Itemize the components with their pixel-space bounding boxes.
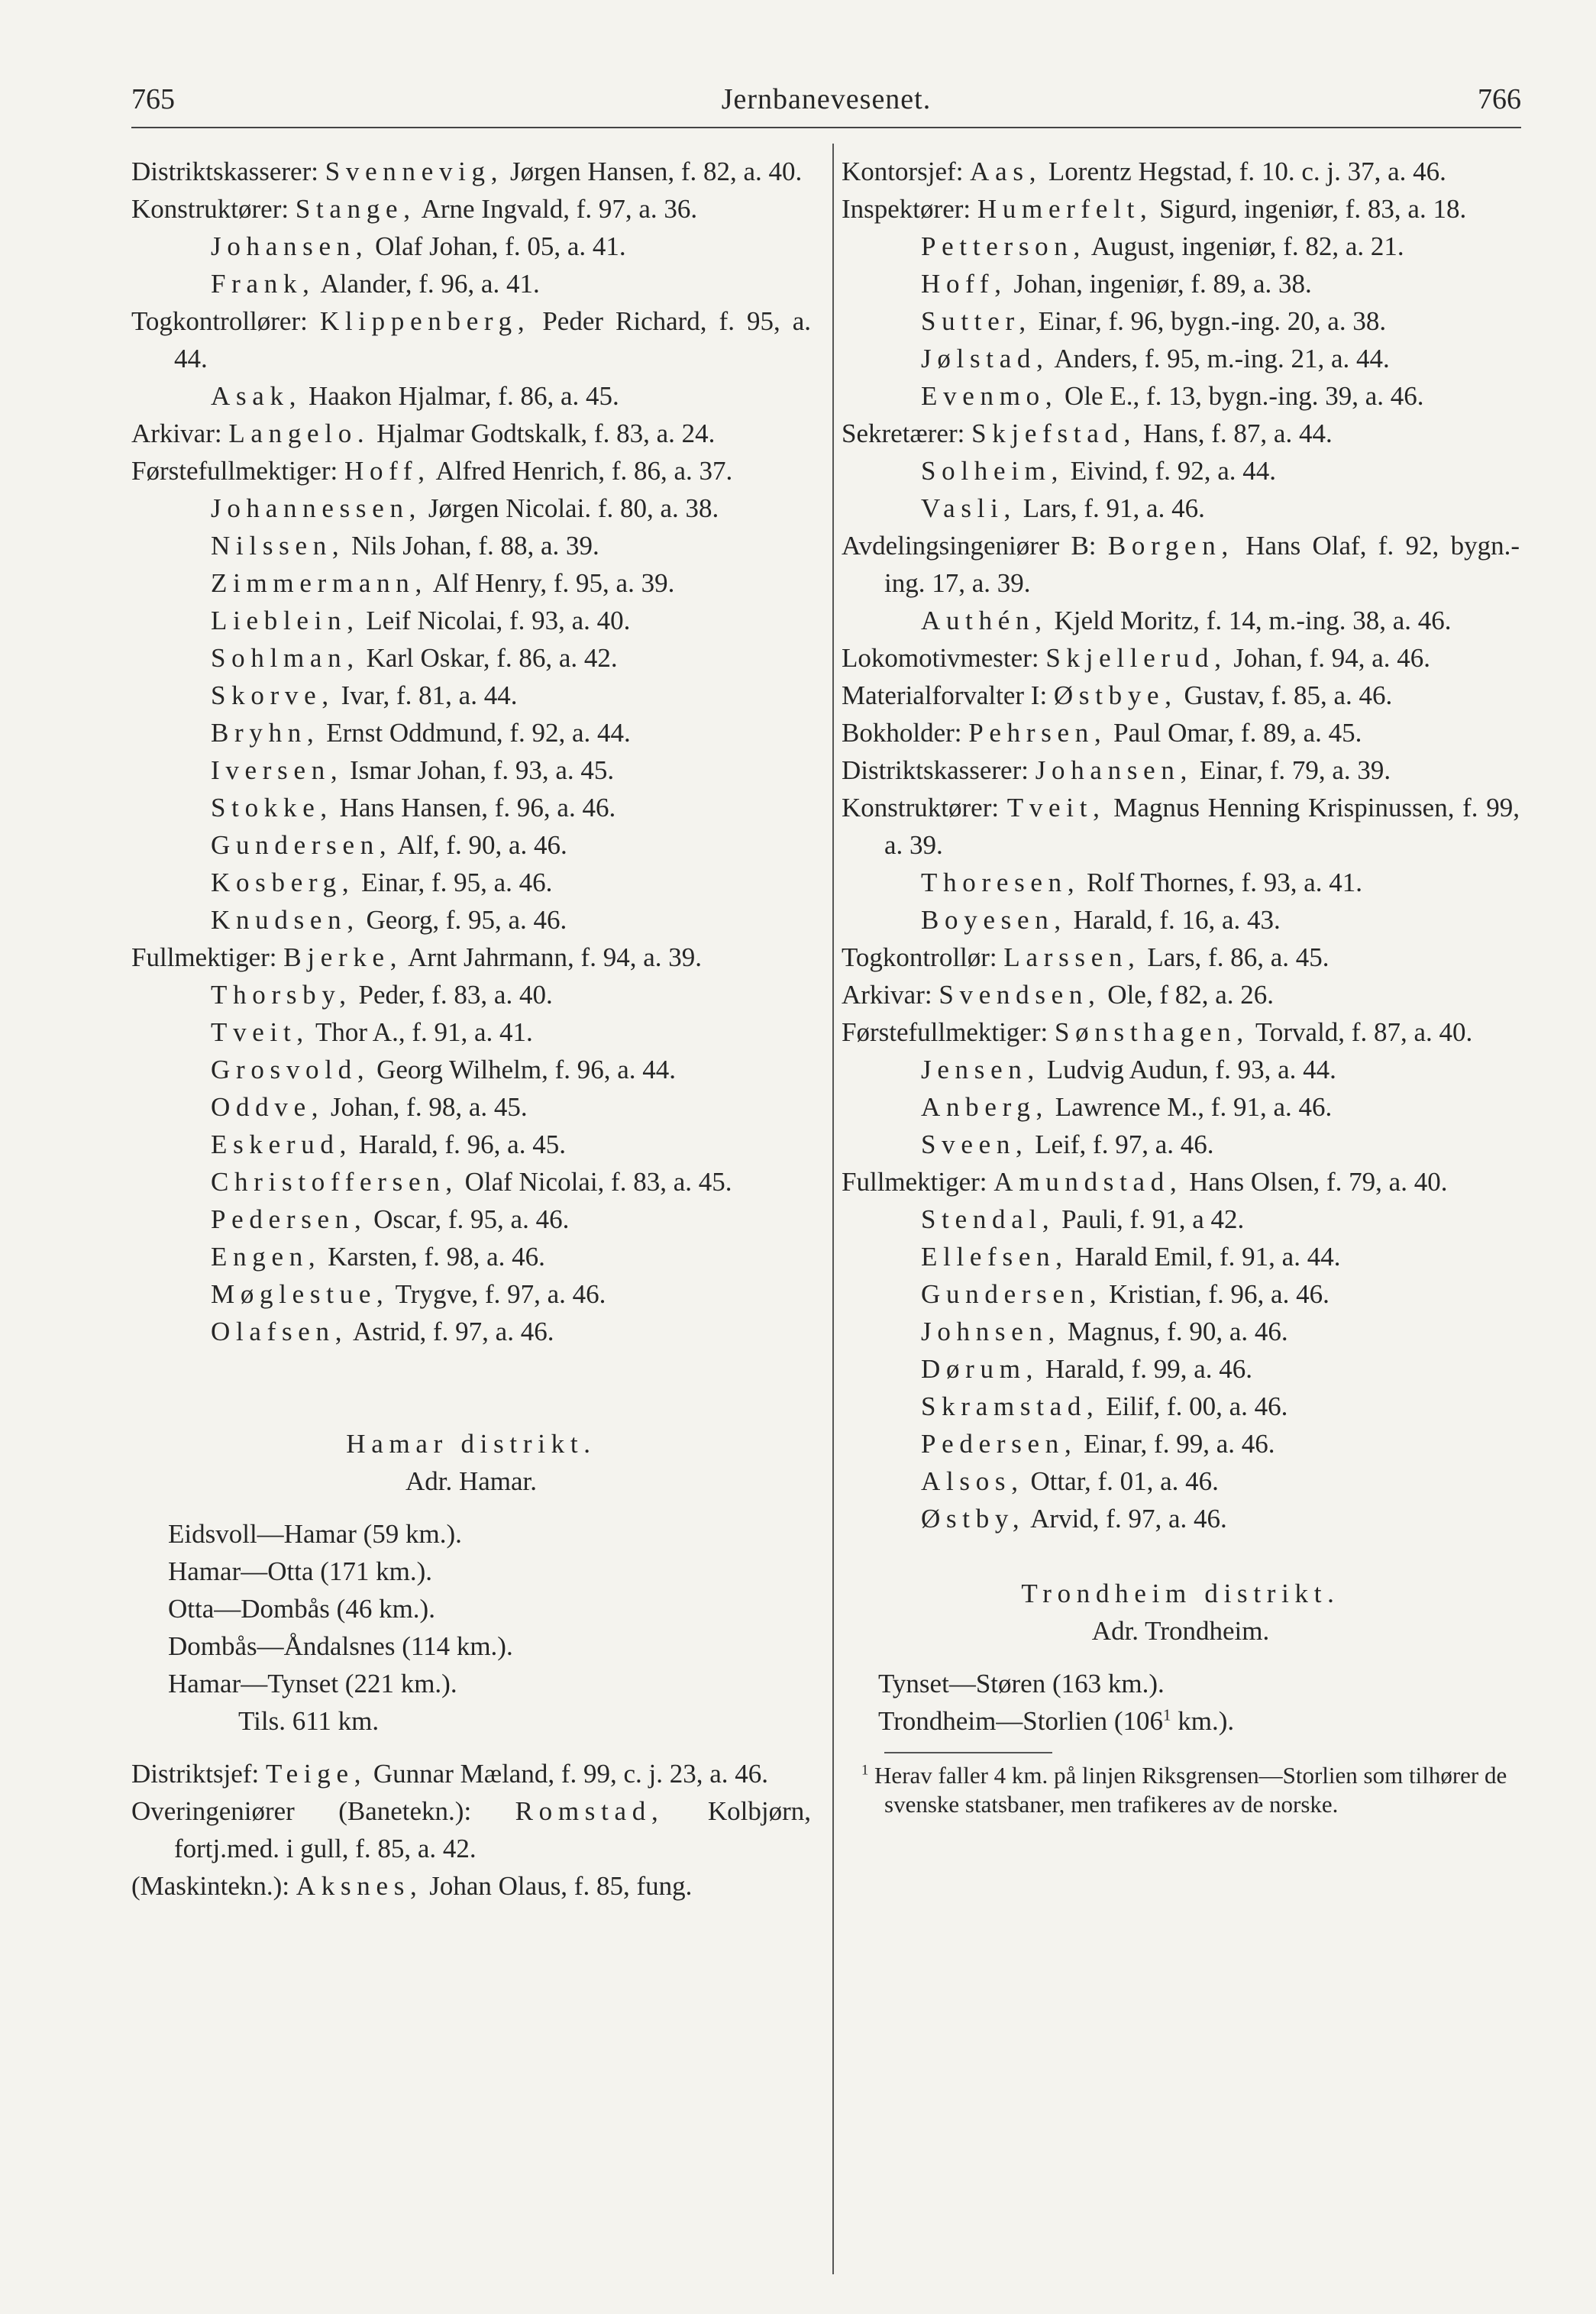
spacer bbox=[131, 1388, 811, 1425]
entry-surname: Dørum, bbox=[921, 1354, 1039, 1384]
entry-details: Karsten, f. 98, a. 46. bbox=[328, 1242, 545, 1272]
entry-details: Arnt Jahrmann, f. 94, a. 39. bbox=[408, 942, 702, 972]
entry-title: Førstefullmektiger: bbox=[842, 1017, 1048, 1047]
entry-details: Magnus, f. 90, a. 46. bbox=[1067, 1317, 1288, 1346]
directory-entry bbox=[842, 302, 1520, 340]
entry-details: August, ingeniør, f. 82, a. 21. bbox=[1090, 231, 1404, 261]
entry-title: Fullmektiger: bbox=[131, 942, 277, 972]
entry-title: Distriktskasserer: bbox=[842, 755, 1029, 785]
entry-details: Lars, f. 91, a. 46. bbox=[1023, 493, 1205, 523]
footnote-reference: 1 bbox=[1163, 1705, 1171, 1724]
directory-entry bbox=[842, 340, 1520, 377]
entry-surname: Johansen, bbox=[211, 231, 369, 261]
entry-surname: Møglestue, bbox=[211, 1279, 389, 1309]
entry-details: Ole E., f. 13, bygn.-ing. 39, a. 46. bbox=[1065, 381, 1424, 411]
entry-surname: Iversen, bbox=[211, 755, 344, 785]
directory-entry bbox=[131, 228, 811, 265]
entry-details: Einar, f. 79, a. 39. bbox=[1199, 755, 1391, 785]
entry-details: Peder, f. 83, a. 40. bbox=[358, 980, 553, 1010]
entry-details: Eivind, f. 92, a. 44. bbox=[1070, 456, 1277, 486]
entry-surname: Eskerud, bbox=[211, 1130, 353, 1159]
entry-details: Johan, f. 98, a. 45. bbox=[331, 1092, 528, 1122]
entry-surname: Zimmermann, bbox=[211, 568, 428, 598]
entry-title: Arkivar: bbox=[842, 980, 932, 1010]
entry-details: Hans Olsen, f. 79, a. 40. bbox=[1189, 1167, 1448, 1197]
directory-entry bbox=[131, 939, 811, 976]
left-column bbox=[131, 153, 811, 1905]
directory-entry bbox=[842, 527, 1520, 602]
entry-details: Hans Hansen, f. 96, a. 46. bbox=[339, 793, 616, 823]
directory-entry bbox=[131, 265, 811, 302]
directory-entry bbox=[131, 1867, 811, 1905]
entry-title: Bokholder: bbox=[842, 718, 962, 748]
directory-entry bbox=[842, 714, 1520, 751]
entry-details: Johan, ingeniør, f. 89, a. 38. bbox=[1013, 269, 1312, 299]
directory-entry bbox=[131, 1275, 811, 1313]
directory-entry bbox=[131, 864, 811, 901]
right-column bbox=[842, 153, 1520, 1819]
directory-entry bbox=[842, 751, 1520, 789]
route-line: Dombås—Åndalsnes (114 km.). bbox=[168, 1631, 513, 1661]
entry-surname: Sohlman, bbox=[211, 643, 360, 673]
directory-entry bbox=[842, 864, 1520, 901]
entry-details: Alfred Henrich, f. 86, a. 37. bbox=[435, 456, 733, 486]
entry-surname: Olafsen, bbox=[211, 1317, 348, 1346]
entry-surname: Borgen, bbox=[1107, 531, 1234, 561]
entry-title: (Maskintekn.): bbox=[131, 1871, 290, 1901]
entry-title: Førstefullmektiger: bbox=[131, 456, 338, 486]
entry-surname: Aas, bbox=[970, 157, 1042, 186]
entry-title: Kontorsjef: bbox=[842, 157, 964, 186]
entry-details: Anders, f. 95, m.-ing. 21, a. 44. bbox=[1054, 344, 1390, 373]
directory-entry bbox=[842, 939, 1520, 976]
directory-entry bbox=[842, 1350, 1520, 1388]
spacer bbox=[842, 1537, 1520, 1575]
entry-surname: Solheim, bbox=[921, 456, 1065, 486]
left-entry-list bbox=[131, 153, 811, 1350]
entry-surname: Grosvold, bbox=[211, 1055, 370, 1084]
directory-entry bbox=[842, 1013, 1520, 1051]
entry-surname: Gundersen, bbox=[921, 1279, 1103, 1309]
hamar-entry-list bbox=[131, 1755, 811, 1905]
page-header bbox=[131, 82, 1521, 121]
entry-surname: Boyesen, bbox=[921, 905, 1067, 935]
directory-entry bbox=[842, 265, 1520, 302]
entry-details: Olaf Nicolai, f. 83, a. 45. bbox=[464, 1167, 732, 1197]
entry-title: Arkivar: bbox=[131, 419, 222, 448]
entry-details: Lars, f. 86, a. 45. bbox=[1147, 942, 1329, 972]
entry-surname: Johannessen, bbox=[211, 493, 422, 523]
entry-details: Johan, f. 94, a. 46. bbox=[1233, 643, 1430, 673]
entry-title: Lokomotivmester: bbox=[842, 643, 1039, 673]
entry-surname: Aksnes, bbox=[296, 1871, 423, 1901]
directory-entry bbox=[131, 1238, 811, 1275]
directory-entry bbox=[131, 1201, 811, 1238]
entry-surname: Larssen, bbox=[1003, 942, 1141, 972]
directory-entry bbox=[842, 1238, 1520, 1275]
entry-surname: Vasli, bbox=[921, 493, 1016, 523]
entry-details: Alf Henry, f. 95, a. 39. bbox=[432, 568, 675, 598]
directory-entry bbox=[131, 1051, 811, 1088]
directory-entry bbox=[842, 1313, 1520, 1350]
entry-surname: Asak, bbox=[211, 381, 302, 411]
entry-surname: Bjerke, bbox=[283, 942, 403, 972]
directory-entry bbox=[131, 714, 811, 751]
entry-surname: Romstad, bbox=[515, 1796, 664, 1826]
entry-surname: Oddve, bbox=[211, 1092, 325, 1122]
directory-entry bbox=[131, 415, 811, 452]
directory-entry bbox=[131, 1163, 811, 1201]
entry-surname: Lieblein, bbox=[211, 606, 360, 635]
entry-details: Ernst Oddmund, f. 92, a. 44. bbox=[326, 718, 631, 748]
entry-details: Hans, f. 87, a. 44. bbox=[1142, 419, 1333, 448]
directory-entry bbox=[842, 1425, 1520, 1462]
footnote-mark: 1 bbox=[861, 1762, 869, 1779]
entry-surname: Petterson, bbox=[921, 231, 1087, 261]
route-line: Otta—Dombås (46 km.). bbox=[168, 1594, 435, 1624]
directory-entry bbox=[842, 1388, 1520, 1425]
entry-surname: Johansen, bbox=[1035, 755, 1194, 785]
entry-surname: Amundstad, bbox=[993, 1167, 1183, 1197]
entry-surname: Sveen, bbox=[921, 1130, 1029, 1159]
entry-title: Distriktsjef: bbox=[131, 1759, 260, 1789]
entry-details: Alander, f. 96, a. 41. bbox=[320, 269, 540, 299]
entry-surname: Humerfelt, bbox=[977, 194, 1153, 224]
directory-entry bbox=[842, 1462, 1520, 1500]
route-total: Tils. 611 km. bbox=[238, 1706, 380, 1736]
directory-entry bbox=[131, 452, 811, 490]
entry-details: Einar, f. 96, bygn.-ing. 20, a. 38. bbox=[1038, 306, 1387, 336]
entry-surname: Stange, bbox=[295, 194, 416, 224]
directory-entry bbox=[842, 1163, 1520, 1201]
entry-title: Overingeniører (Banetekn.): bbox=[131, 1796, 472, 1826]
entry-surname: Tveit, bbox=[1006, 793, 1106, 823]
entry-surname: Engen, bbox=[211, 1242, 321, 1272]
entry-surname: Anberg, bbox=[921, 1092, 1048, 1122]
entry-details: Einar, f. 95, a. 46. bbox=[361, 868, 553, 897]
entry-details: Nils Johan, f. 88, a. 39. bbox=[351, 531, 599, 561]
entry-surname: Sønsthagen, bbox=[1054, 1017, 1249, 1047]
entry-details: Harald, f. 99, a. 46. bbox=[1045, 1354, 1253, 1384]
directory-entry bbox=[842, 415, 1520, 452]
entry-details: Olaf Johan, f. 05, a. 41. bbox=[375, 231, 626, 261]
entry-title: Avdelingsingeniører B: bbox=[842, 531, 1097, 561]
entry-title: Togkontrollører: bbox=[131, 306, 308, 336]
entry-title: Togkontrollør: bbox=[842, 942, 997, 972]
directory-entry bbox=[842, 976, 1520, 1013]
entry-surname: Gundersen, bbox=[211, 830, 393, 860]
route-line: Eidsvoll—Hamar (59 km.). bbox=[168, 1519, 462, 1549]
entry-title: Inspektører: bbox=[842, 194, 971, 224]
entry-title: Konstruktører: bbox=[842, 793, 1000, 823]
directory-entry bbox=[842, 677, 1520, 714]
entry-details: Leif, f. 97, a. 46. bbox=[1035, 1130, 1214, 1159]
entry-details: Karl Oskar, f. 86, a. 42. bbox=[366, 643, 618, 673]
trondheim-heading: Trondheim distrikt. bbox=[1021, 1579, 1340, 1608]
column-divider bbox=[832, 144, 834, 2274]
entry-details: Rolf Thornes, f. 93, a. 41. bbox=[1087, 868, 1363, 897]
entry-details: Kristian, f. 96, a. 46. bbox=[1109, 1279, 1329, 1309]
entry-surname: Hoff, bbox=[921, 269, 1007, 299]
directory-entry bbox=[131, 1313, 811, 1350]
directory-entry bbox=[842, 1126, 1520, 1163]
entry-surname: Østby, bbox=[921, 1504, 1026, 1534]
entry-details: Harald Emil, f. 91, a. 44. bbox=[1074, 1242, 1341, 1272]
entry-details: Peder Richard, f. 95, a. 44. bbox=[174, 306, 811, 373]
entry-surname: Langelo. bbox=[228, 419, 370, 448]
entry-details: Gustav, f. 85, a. 46. bbox=[1184, 680, 1393, 710]
hamar-address: Adr. Hamar. bbox=[405, 1466, 538, 1496]
page-number-right: 766 bbox=[1478, 83, 1521, 115]
entry-details: Alf, f. 90, a. 46. bbox=[397, 830, 567, 860]
entry-surname: Skorve, bbox=[211, 680, 334, 710]
entry-details: Arne Ingvald, f. 97, a. 36. bbox=[421, 194, 698, 224]
entry-details: Astrid, f. 97, a. 46. bbox=[353, 1317, 554, 1346]
entry-surname: Jensen, bbox=[921, 1055, 1040, 1084]
running-title: Jernbanevesenet. bbox=[721, 83, 932, 115]
directory-entry bbox=[131, 1755, 811, 1792]
footnote-rule bbox=[884, 1752, 1052, 1753]
directory-entry bbox=[131, 789, 811, 826]
directory-entry bbox=[131, 302, 811, 377]
entry-details: Einar, f. 99, a. 46. bbox=[1084, 1429, 1275, 1459]
entry-details: Kjeld Moritz, f. 14, m.-ing. 38, a. 46. bbox=[1054, 606, 1452, 635]
directory-entry bbox=[842, 377, 1520, 415]
entry-surname: Sutter, bbox=[921, 306, 1032, 336]
entry-surname: Authén, bbox=[921, 606, 1048, 635]
directory-entry bbox=[131, 1792, 811, 1867]
entry-details: Arvid, f. 97, a. 46. bbox=[1030, 1504, 1227, 1534]
entry-details: Eilif, f. 00, a. 46. bbox=[1106, 1391, 1288, 1421]
footnote-text: Herav faller 4 km. på linjen Riksgrensen—Storlien som tilhører de svenske statsbaner, men trafikeres av de norske. bbox=[874, 1762, 1507, 1818]
entry-surname: Pehrsen, bbox=[968, 718, 1107, 748]
entry-surname: Skjefstad, bbox=[971, 419, 1137, 448]
route-line bbox=[842, 1702, 1520, 1740]
entry-details: Lawrence M., f. 91, a. 46. bbox=[1055, 1092, 1333, 1122]
directory-entry bbox=[131, 377, 811, 415]
entry-details: Oscar, f. 95, a. 46. bbox=[373, 1204, 570, 1234]
directory-entry bbox=[842, 1500, 1520, 1537]
entry-details: Magnus Henning Krispinussen, f. 99, a. 39. bbox=[884, 793, 1520, 860]
entry-surname: Skramstad, bbox=[921, 1391, 1100, 1421]
directory-entry bbox=[131, 190, 811, 228]
directory-entry bbox=[842, 228, 1520, 265]
right-entry-list bbox=[842, 153, 1520, 1537]
directory-entry bbox=[131, 1126, 811, 1163]
entry-surname: Klippenberg, bbox=[319, 306, 531, 336]
entry-surname: Evenmo, bbox=[921, 381, 1058, 411]
entry-title: Fullmektiger: bbox=[842, 1167, 987, 1197]
spacer bbox=[842, 1650, 1520, 1665]
route-line: Tynset—Støren (163 km.). bbox=[878, 1669, 1165, 1698]
entry-surname: Thoresen, bbox=[921, 868, 1081, 897]
directory-entry bbox=[131, 976, 811, 1013]
directory-entry bbox=[131, 564, 811, 602]
entry-surname: Thorsby, bbox=[211, 980, 352, 1010]
directory-entry bbox=[842, 1051, 1520, 1088]
entry-details: Ismar Johan, f. 93, a. 45. bbox=[350, 755, 615, 785]
entry-surname: Frank, bbox=[211, 269, 315, 299]
entry-details: Ivar, f. 81, a. 44. bbox=[341, 680, 518, 710]
entry-title: Materialforvalter I: bbox=[842, 680, 1048, 710]
directory-entry bbox=[131, 490, 811, 527]
route-text-end: km.). bbox=[1171, 1706, 1235, 1736]
entry-surname: Alsos, bbox=[921, 1466, 1024, 1496]
entry-details: Harald, f. 96, a. 45. bbox=[358, 1130, 566, 1159]
entry-surname: Knudsen, bbox=[211, 905, 360, 935]
directory-entry bbox=[131, 1013, 811, 1051]
entry-details: Gunnar Mæland, f. 99, c. j. 23, a. 46. bbox=[373, 1759, 769, 1789]
entry-surname: Jølstad, bbox=[921, 344, 1049, 373]
entry-surname: Kosberg, bbox=[211, 868, 355, 897]
entry-title: Distriktskasserer: bbox=[131, 157, 318, 186]
directory-entry bbox=[842, 1201, 1520, 1238]
entry-surname: Hoff, bbox=[344, 456, 431, 486]
directory-entry bbox=[842, 452, 1520, 490]
directory-entry bbox=[842, 153, 1520, 190]
entry-details: Sigurd, ingeniør, f. 83, a. 18. bbox=[1159, 194, 1467, 224]
entry-surname: Stendal, bbox=[921, 1204, 1055, 1234]
entry-details: Georg Wilhelm, f. 96, a. 44. bbox=[376, 1055, 677, 1084]
entry-details: Georg, f. 95, a. 46. bbox=[366, 905, 567, 935]
entry-details: Paul Omar, f. 89, a. 45. bbox=[1113, 718, 1362, 748]
directory-entry bbox=[842, 190, 1520, 228]
entry-details: Jørgen Nicolai. f. 80, a. 38. bbox=[428, 493, 719, 523]
directory-entry bbox=[842, 901, 1520, 939]
entry-details: Leif Nicolai, f. 93, a. 40. bbox=[366, 606, 631, 635]
entry-details: Ole, f 82, a. 26. bbox=[1107, 980, 1275, 1010]
entry-details: Hjalmar Godtskalk, f. 83, a. 24. bbox=[376, 419, 716, 448]
directory-entry bbox=[842, 602, 1520, 639]
spacer bbox=[131, 1350, 811, 1388]
directory-entry bbox=[842, 1275, 1520, 1313]
entry-details: Hans Olaf, f. 92, bygn.-ing. 17, a. 39. bbox=[884, 531, 1520, 598]
entry-details: Lorentz Hegstad, f. 10. c. j. 37, a. 46. bbox=[1048, 157, 1446, 186]
entry-surname: Ellefsen, bbox=[921, 1242, 1068, 1272]
entry-details: Jørgen Hansen, f. 82, a. 40. bbox=[509, 157, 803, 186]
trondheim-address: Adr. Trondheim. bbox=[1091, 1616, 1270, 1646]
directory-entry bbox=[131, 639, 811, 677]
entry-surname: Teige, bbox=[265, 1759, 367, 1789]
entry-details: Trygve, f. 97, a. 46. bbox=[395, 1279, 606, 1309]
directory-entry bbox=[131, 826, 811, 864]
directory-entry bbox=[131, 1088, 811, 1126]
entry-surname: Pedersen, bbox=[211, 1204, 367, 1234]
entry-details: Haakon Hjalmar, f. 86, a. 45. bbox=[308, 381, 619, 411]
entry-title: Sekretærer: bbox=[842, 419, 965, 448]
entry-details: Ludvig Audun, f. 93, a. 44. bbox=[1046, 1055, 1336, 1084]
hamar-route-list bbox=[131, 1515, 811, 1740]
entry-surname: Johnsen, bbox=[921, 1317, 1061, 1346]
entry-surname: Stokke, bbox=[211, 793, 333, 823]
page-number-left: 765 bbox=[131, 83, 175, 115]
directory-entry bbox=[842, 789, 1520, 864]
directory-entry bbox=[131, 901, 811, 939]
directory-entry bbox=[131, 153, 811, 190]
header-rule bbox=[131, 127, 1521, 128]
entry-surname: Nilssen, bbox=[211, 531, 345, 561]
directory-entry bbox=[842, 490, 1520, 527]
directory-entry bbox=[131, 751, 811, 789]
entry-details: Ottar, f. 01, a. 46. bbox=[1030, 1466, 1219, 1496]
entry-details: Harald, f. 16, a. 43. bbox=[1073, 905, 1281, 935]
entry-surname: Skjellerud, bbox=[1045, 643, 1227, 673]
directory-entry bbox=[842, 639, 1520, 677]
spacer bbox=[131, 1740, 811, 1755]
entry-surname: Svennevig, bbox=[325, 157, 504, 186]
entry-details: Kolbjørn, fortj.med. i gull, f. 85, a. 42. bbox=[174, 1796, 812, 1863]
route-line: Hamar—Tynset (221 km.). bbox=[168, 1669, 457, 1698]
directory-entry bbox=[842, 1088, 1520, 1126]
directory-entry bbox=[131, 602, 811, 639]
entry-details: Pauli, f. 91, a 42. bbox=[1061, 1204, 1245, 1234]
entry-surname: Tveit, bbox=[211, 1017, 309, 1047]
entry-surname: Christoffersen, bbox=[211, 1167, 458, 1197]
entry-details: Torvald, f. 87, a. 40. bbox=[1255, 1017, 1473, 1047]
spacer bbox=[131, 1500, 811, 1515]
directory-entry bbox=[131, 527, 811, 564]
route-line: Hamar—Otta (171 km.). bbox=[168, 1556, 433, 1586]
entry-surname: Østbye, bbox=[1053, 680, 1178, 710]
entry-surname: Bryhn, bbox=[211, 718, 320, 748]
route-text: Trondheim—Storlien (106 bbox=[878, 1706, 1164, 1736]
entry-title: Konstruktører: bbox=[131, 194, 289, 224]
entry-details: Thor A., f. 91, a. 41. bbox=[315, 1017, 533, 1047]
entry-surname: Pedersen, bbox=[921, 1429, 1077, 1459]
hamar-heading: Hamar distrikt. bbox=[346, 1429, 596, 1459]
entry-surname: Svendsen, bbox=[939, 980, 1101, 1010]
footnote bbox=[842, 1761, 1520, 1819]
entry-details: Johan Olaus, f. 85, fung. bbox=[429, 1871, 693, 1901]
directory-entry bbox=[131, 677, 811, 714]
